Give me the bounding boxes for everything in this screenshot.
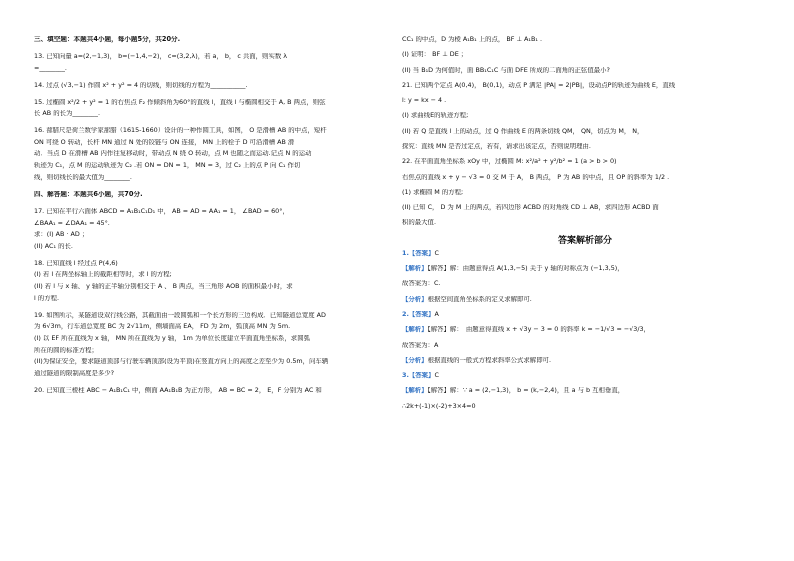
answer-text: 【解答】解：∵ a = (2,−1,3)， b = (k,−2,4)，且 a 与 b 互相垂直， xyxy=(427,387,625,395)
question-line: 探究：直线 MN 是否过定点，若有，请求出该定点，否则说明理由. xyxy=(402,142,591,150)
question-cont-line: 动．当点 D 在滑槽 AB 内作往复移动时，带动点 N 绕 O 转动，点 M 也随之而运动.记点 N 的运动 xyxy=(34,150,312,158)
question-cont-line: (I) 以 EF 所在直线为 x 轴， MN 所在直线为 y 轴， 1m 为单位长度建立平面直角坐标系，求圆弧 xyxy=(34,335,310,343)
answer-section-title: 答案解析部分 xyxy=(557,236,612,247)
question-line: 18. 已知直线 l 经过点 P(4,6) xyxy=(34,259,118,267)
question-cont-line: ON 可绕 O 转动，长杆 MN 通过 N 处的铰链与 ON 连接， MN 上的栓子 D 可沿滑槽 AB 滑 xyxy=(34,138,295,146)
question-cont-line: 长 AB 的长为________. xyxy=(34,110,100,118)
question-cont-line: 线，则切线长的最大值为________. xyxy=(34,173,132,181)
question-cont-line: 轨迹为 C₁，点 M 的运动轨迹为 C₂ .若 ON = DN = 1， MN = 3，过 C₂ 上的点 P 向 C₁ 作切 xyxy=(34,162,301,170)
answer-text: 故答案为：A xyxy=(402,341,439,349)
answer-line xyxy=(402,280,768,288)
section-heading: 四、解答题：本题共6小题，共70分. xyxy=(34,190,143,198)
question-line: 积的最大值. xyxy=(402,219,436,227)
answer-line xyxy=(402,403,768,411)
question-line: (II) 当 B₁D 为何值时，面 BB₁C₁C 与面 DFE 所成的二面角的正弦值最小? xyxy=(402,66,610,74)
answer-text: A xyxy=(434,310,439,318)
question-line: 13. 已知向量 a=(2,−1,3)， b=(−1,4,−2)， c=(3,2,λ)，若 a， b， c 共面，则实数 λ xyxy=(34,53,288,61)
question-line: (1) 求椭圆 M 的方程; xyxy=(402,188,464,196)
question-cont-line: =________. xyxy=(34,64,67,72)
answer-line xyxy=(402,326,768,334)
question-line: 20. 已知直三棱柱 ABC − A₁B₁C₁ 中，侧面 AA₁B₁B 为正方形， AB = BC = 2， E，F 分别为 AC 和 xyxy=(34,387,322,394)
answer-tag: 1.【答案】 xyxy=(402,249,435,257)
answer-text: C xyxy=(434,372,439,380)
question-cont-line: (II) AC₁ 的长. xyxy=(34,242,73,250)
question-line: (I) 求曲线E的轨迹方程; xyxy=(402,112,469,120)
question-line: 14. 过点 (√3,−1) 作圆 x² + y² = 4 的切线，则切线的方程为___________. xyxy=(34,81,248,89)
answer-line xyxy=(402,342,768,350)
answer-text: 根据直线的一般式方程求斜率公式求解即可. xyxy=(427,356,552,364)
right-column xyxy=(402,36,768,410)
answer-tag: 【分析】 xyxy=(402,356,428,364)
question-line: 15. 过椭圆 x²/2 + y² = 1 的右焦点 F₂ 作倾斜角为60°的直线 l，直线 l 与椭圆相交于 A, B 两点，则弦 xyxy=(34,98,326,106)
question-line: 21. 已知两个定点 A(0,4)， B(0,1)，动点 P 满足 |PA| = 2|PB|，设动点P的轨迹为曲线 E，直线 xyxy=(402,81,676,89)
answer-list xyxy=(402,250,768,411)
answer-text: 【解答】解：由题意得点 A(1,3,−5) 关于 y 轴的对称点为 (−1,3,5)， xyxy=(427,265,624,273)
answer-line xyxy=(402,372,768,380)
answer-text: C xyxy=(434,249,439,257)
question-cont-line: (I) 若 l 在两坐标轴上的截距相等时，求 l 的方程; xyxy=(34,271,172,279)
question-line: 16. 蔀腊尺是荷兰数学家蔀腊（1615-1660）设计的一种作圆工具，如图， O 是滑槽 AB 的中点，短杆 xyxy=(34,127,327,135)
question-cont-line: l 的方程. xyxy=(34,294,60,302)
answer-line xyxy=(402,250,768,258)
answer-line xyxy=(402,265,768,273)
answer-tag: 【解析】 xyxy=(402,265,428,273)
question-line: (I) 证明： BF ⊥ DE ； xyxy=(402,51,468,59)
answer-line xyxy=(402,296,768,304)
question-line: (II) 若 Q 是直线 l 上的动点，过 Q 作曲线 E 的两条切线 QM， QN，切点为 M， N， xyxy=(402,127,644,135)
question-line: 22. 在平面直角坐标系 xOy 中，过椭圆 M: x²/a² + y²/b² = 1 (a > b > 0) xyxy=(402,158,617,166)
answer-line xyxy=(402,387,768,395)
question-line: l: y = kx − 4 . xyxy=(402,97,447,105)
answer-line xyxy=(402,311,768,319)
question-cont-line: (II) 若 l 与 x 轴、 y 轴的正半轴分别相交于 A 、 B 两点，当三角形 AOB 的面积最小时，求 xyxy=(34,283,293,291)
question-cont-line: 为 6√3m，行车道总宽度 BC 为 2√11m，侧墙面高 EA， FD 为 2m，弧顶高 MN 为 5m. xyxy=(34,323,291,331)
answer-line xyxy=(402,357,768,365)
answer-tag: 2.【答案】 xyxy=(402,310,435,318)
question-cont-line: 求：(I) AB · AD ； xyxy=(34,231,89,239)
answer-text: ∴2k+(-1)×(-2)+3×4=0 xyxy=(402,402,476,410)
answer-text: 根据空间直角坐标系的定义求解即可. xyxy=(427,295,532,303)
question-line: 17. 已知在平行六面体 ABCD = A₁B₁C₁D₁ 中， AB = AD = AA₁ = 1， ∠BAD = 60°， xyxy=(34,207,289,215)
question-line: CC₁ 的中点，D 为棱 A₁B₁ 上的点， BF ⊥ A₁B₁ . xyxy=(402,36,542,43)
question-line: 19. 如图所示，某隧道设双行线公路，其截面由一段圆弧和一个长方形的三边构成．已知隧道总宽度 AD xyxy=(34,311,326,319)
answer-tag: 【解析】 xyxy=(402,326,428,334)
question-cont-line: ∠BAA₁ = ∠DAA₁ = 45°. xyxy=(34,219,110,227)
right-questions xyxy=(402,36,768,227)
question-cont-line: 通过隧道的限制高度是多少? xyxy=(34,370,115,378)
question-cont-line: (II)为保证安全，要求隧道顶部与行驶车辆顶部(设为平顶)在竖直方向上的高度之差至少为 0.5m，问车辆 xyxy=(34,358,329,366)
left-column xyxy=(34,36,376,395)
answer-text: 故答案为：C. xyxy=(402,280,441,288)
answer-tag: 【分析】 xyxy=(402,295,428,303)
answer-tag: 3.【答案】 xyxy=(402,372,435,380)
question-line: 右焦点的直线 x + y − √3 = 0 交 M 于 A， B 两点， P 为 AB 的中点，且 OP 的斜率为 1/2 . xyxy=(402,173,670,181)
answer-tag: 【解析】 xyxy=(402,387,428,395)
question-line: (II) 已知 C， D 为 M 上的两点，若四边形 ACBD 的对角线 CD ⊥ AB，求四边形 ACBD 面 xyxy=(402,204,659,212)
section-heading: 三、填空题：本题共4小题，每小题5分，共20分. xyxy=(34,36,181,43)
answer-text: 【解答】解： 由题意得直线 x + √3y − 3 = 0 的斜率 k = −1/√3 = −√3/3， xyxy=(427,326,650,334)
question-cont-line: 所在的圆的标准方程； xyxy=(34,346,98,354)
